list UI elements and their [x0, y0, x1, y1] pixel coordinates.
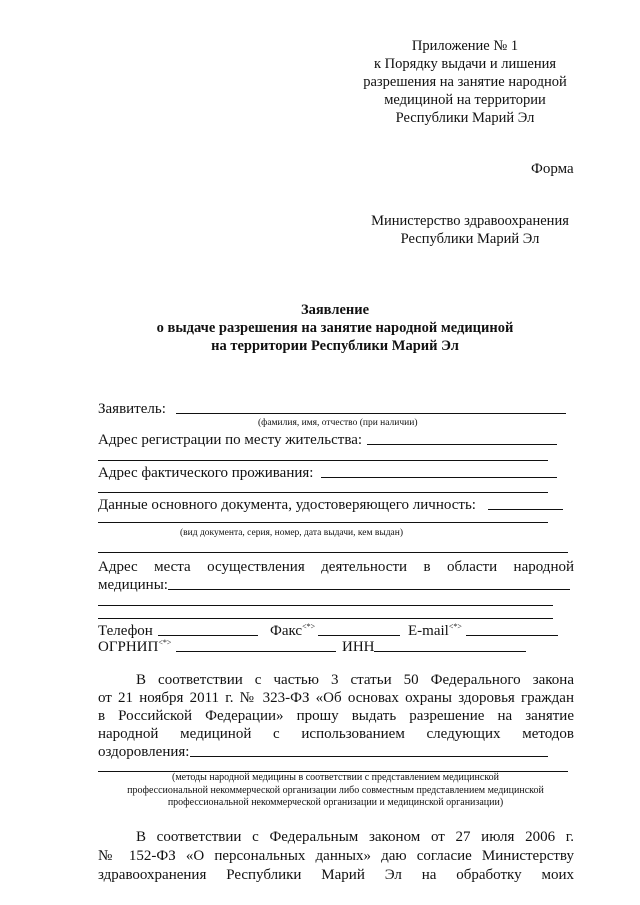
applicant-field[interactable] — [176, 413, 566, 414]
form-label: Форма — [531, 161, 574, 177]
document-title — [100, 301, 570, 355]
fax-label-group — [270, 622, 315, 640]
actual-address-label: Адрес фактического проживания: — [98, 465, 314, 481]
ogrnip-label: ОГРНИП — [98, 639, 159, 655]
document-field-2[interactable] — [98, 522, 548, 523]
ogrnip-label-group — [98, 638, 171, 656]
appendix-line-4: медициной на территории — [384, 92, 546, 108]
reg-address-label: Адрес регистрации по месту жительства: — [98, 432, 363, 448]
request-line-4: народной медициной с использованием следующих методов — [98, 726, 574, 742]
activity-address-line-2: медицины: — [98, 577, 168, 593]
request-line-5: оздоровления: — [98, 744, 190, 760]
appendix-line-1: Приложение № 1 — [411, 38, 519, 54]
document-field-3[interactable] — [98, 552, 568, 553]
email-field[interactable] — [466, 635, 558, 636]
activity-address-field-2[interactable] — [98, 605, 553, 606]
email-mark: <*> — [448, 622, 462, 631]
fax-field[interactable] — [318, 635, 400, 636]
appendix-line-3: разрешения на занятие народной — [363, 74, 567, 90]
request-line-3: в Российской Федерации» прошу выдать разрешение на занятие — [98, 708, 574, 724]
activity-address-field[interactable] — [168, 589, 570, 590]
request-line-1: В соответствии с частью 3 статьи 50 Федерального закона — [136, 672, 574, 688]
request-line-2: от 21 ноября 2011 г. № 323-ФЗ «Об основах охраны здоровья граждан — [98, 690, 574, 706]
inn-field[interactable] — [374, 651, 526, 652]
inn-label: ИНН — [342, 639, 375, 655]
addressee — [360, 212, 580, 248]
appendix-header — [340, 37, 590, 127]
actual-address-field[interactable] — [321, 477, 557, 478]
appendix-line-5: Республики Марий Эл — [395, 110, 535, 126]
consent-line-3: здравоохранения Республики Марий Эл на обработку моих — [98, 867, 574, 883]
document-field[interactable] — [488, 509, 563, 510]
methods-field[interactable] — [190, 756, 548, 757]
document-caption: (вид документа, серия, номер, дата выдачи, кем выдан) — [180, 528, 404, 538]
applicant-caption: (фамилия, имя, отчество (при наличии) — [258, 418, 418, 428]
ogrnip-field[interactable] — [176, 651, 336, 652]
methods-caption — [98, 772, 573, 810]
title-line-2: о выдаче разрешения на занятие народной медициной — [156, 320, 514, 336]
phone-label: Телефон — [98, 623, 153, 639]
reg-address-field-2[interactable] — [98, 460, 548, 461]
methods-caption-line-2: профессиональной некоммерческой организации либо совместным представлением медицинской — [127, 784, 544, 796]
activity-address-line-1: Адрес места осуществления деятельности в области народной — [98, 559, 574, 575]
fax-label: Факс — [270, 623, 303, 639]
email-label-group — [408, 622, 462, 640]
title-line-3: на территории Республики Марий Эл — [211, 338, 459, 354]
ogrnip-mark: <*> — [158, 638, 172, 647]
methods-caption-line-3: профессиональной некоммерческой организации и медицинской организации) — [167, 797, 504, 808]
consent-line-1: В соответствии с Федеральным законом от 27 июля 2006 г. — [136, 829, 574, 845]
document-label: Данные основного документа, удостоверяющего личность: — [98, 497, 476, 513]
actual-address-field-2[interactable] — [98, 492, 548, 493]
addressee-line-2: Республики Марий Эл — [400, 231, 540, 247]
phone-field[interactable] — [158, 635, 258, 636]
appendix-line-2: к Порядку выдачи и лишения — [373, 56, 557, 72]
activity-address-field-3[interactable] — [98, 618, 553, 619]
reg-address-field[interactable] — [367, 444, 557, 445]
email-label: E-mail — [408, 623, 449, 639]
consent-line-2: № 152-ФЗ «О персональных данных» даю согласие Министерству — [98, 848, 574, 864]
addressee-line-1: Министерство здравоохранения — [371, 213, 569, 229]
title-line-1: Заявление — [300, 302, 370, 318]
methods-caption-line-1: (методы народной медицины в соответствии с представлением медицинской — [171, 772, 500, 783]
applicant-label: Заявитель: — [98, 401, 166, 417]
fax-mark: <*> — [302, 622, 316, 631]
